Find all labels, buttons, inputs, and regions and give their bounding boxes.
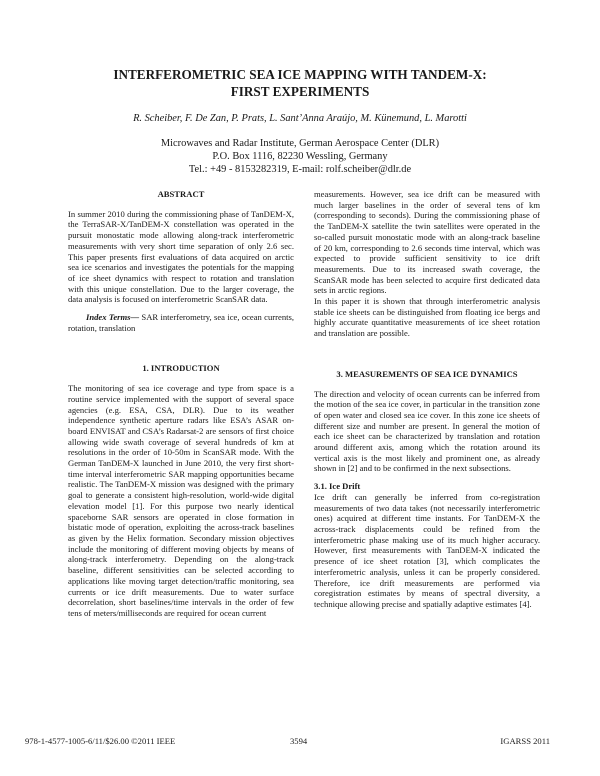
affiliation-institute: Microwaves and Radar Institute, German Aerospace Center (DLR): [160, 138, 440, 149]
title-line-1: INTERFEROMETRIC SEA ICE MAPPING WITH TANDEM-X:: [113, 67, 487, 82]
abstract-text: In summer 2010 during the commissioning phase of TanDEM-X, the TerraSAR-X/TanDEM-X constellation was operated in the pursuit monostatic mode allowing along-track interferometric measurements with very short time separation of only 2.6 sec. This paper presents first evaluations of data acquired on arctic sea ice scenarios and investigates the potentials for the mapping of ice sheet dynamics with respect to rotation and translation with this unique constellation. Due to the larger coverage, the data analysis is focused on interferometric ScanSAR data.: [68, 208, 294, 305]
affiliation-block: [60, 137, 540, 176]
index-terms-text: SAR interferometry, sea ice, ocean currents, rotation, translation: [68, 312, 295, 333]
affiliation-address: P.O. Box 1116, 82230 Wessling, Germany: [212, 151, 388, 162]
sea-ice-dynamics-heading: 3. MEASUREMENTS OF SEA ICE DYNAMICS: [336, 368, 518, 379]
footer-conference: IGARSS 2011: [500, 736, 550, 746]
introduction-heading: 1. INTRODUCTION: [142, 363, 220, 374]
intro-paper-summary: In this paper it is shown that through interferometric analysis stable ice sheets can be distinguished from floating ice bergs and highly accurate quantitative measurements of ice sheet rotation and translation are possible.: [314, 296, 540, 339]
title-line-2: FIRST EXPERIMENTS: [230, 84, 370, 99]
ice-drift-text: Ice drift can generally be inferred from co-registration measurements of two data takes (not necessarily interferometric ones) acquired at different time instants. For TanDEM-X the across-track displacements could be refined from the interferometric phase making use of its much higher accuracy. However, first measurements with TanDEM-X indicated the presence of ice sheet rotation [3], which complicates the interferometric analysis, unless it can be properly considered. Therefore, ice drift measurements are performed via coregistration estimates by means of spectral diversity, a technique allowing precise and spatially adaptive estimates [4].: [314, 491, 540, 609]
index-terms-label: Index Terms—: [86, 312, 140, 323]
introduction-text: The monitoring of sea ice coverage and type from space is a routine service implemented with the support of several space agencies (e.g. ESA, CSA, DLR). Due to its weather independence synthetic aperture radars like ESA’s ASAR on-board ENVISAT and CSA’s Radarsat-2 are sensors of first choice allowing wide swath coverage of several hundreds of km at resolutions in the order of 10-50m in ScanSAR mode. With the German TanDEM-X launched in June 2010, the very first short-time interval interferometric SAR mapping opportunities became realistic. The TanDEM-X mission was designed with the primary goal to generate a consistent high-resolution, world-wide digital elevation model [1]. For this purpose two nearly identical spaceborne SAR sensors are operated in close formation in bistatic mode of operation, exploiting the across-track baselines as given by the Helix formation. Secondary mission objectives include the monitoring of different moving objects by means of along-track interferometry. Depending on the along-track baseline, different sensitivities can be selected according to applications like moving target detection/traffic monitoring, sea currents or ice drift measurements. Due to water surface decorrelation, short baselines/time intervals in the order of few tens of meters/milliseconds are required for ocean current: [68, 383, 294, 618]
abstract-heading: ABSTRACT: [157, 189, 205, 199]
index-terms: [68, 312, 294, 333]
author-list: R. Scheiber, F. De Zan, P. Prats, L. Sant’Anna Araújo, M. Künemund, L. Marotti: [133, 113, 467, 124]
left-column: [68, 189, 294, 619]
paper-title: [60, 66, 540, 100]
affiliation-contact: Tel.: +49 - 8153282319, E-mail: rolf.scheiber@dlr.de: [188, 164, 412, 175]
right-column: [314, 189, 540, 610]
ice-drift-heading: 3.1. Ice Drift: [314, 481, 361, 492]
intro-continued-text: measurements. However, sea ice drift can be measured with much larger baselines in the order of several tens of km (corresponding to seconds). During the commissioning phase of the TanDEM-X satellite the twin satellites were operated in the so-called pursuit monostatic mode with an along-track baseline of 20 km, corresponding to 2.6 seconds time interval, which was expected to provide sufficient sensitivity to ice drift measurements. Due to its increased swath coverage, the ScanSAR mode has been selected to acquire first dedicated data sets in arctic regions.: [314, 189, 540, 296]
footer-page-number: 3594: [290, 736, 308, 746]
footer-copyright: 978-1-4577-1005-6/11/$26.00 ©2011 IEEE: [25, 736, 176, 746]
sea-ice-dynamics-text: The direction and velocity of ocean currents can be inferred from the motion of the sea ice cover, in particular in the transition zone of open water and closed sea ice cover. In this zone ice sheets of different size and number are present. In general the motion of each ice sheet can be characterized by translation and rotation around different axis, among which the rotation around its vertical axis is the most likely and prominent one, as already shown in [2] and to be confirmed in the next subsections.: [314, 388, 540, 474]
